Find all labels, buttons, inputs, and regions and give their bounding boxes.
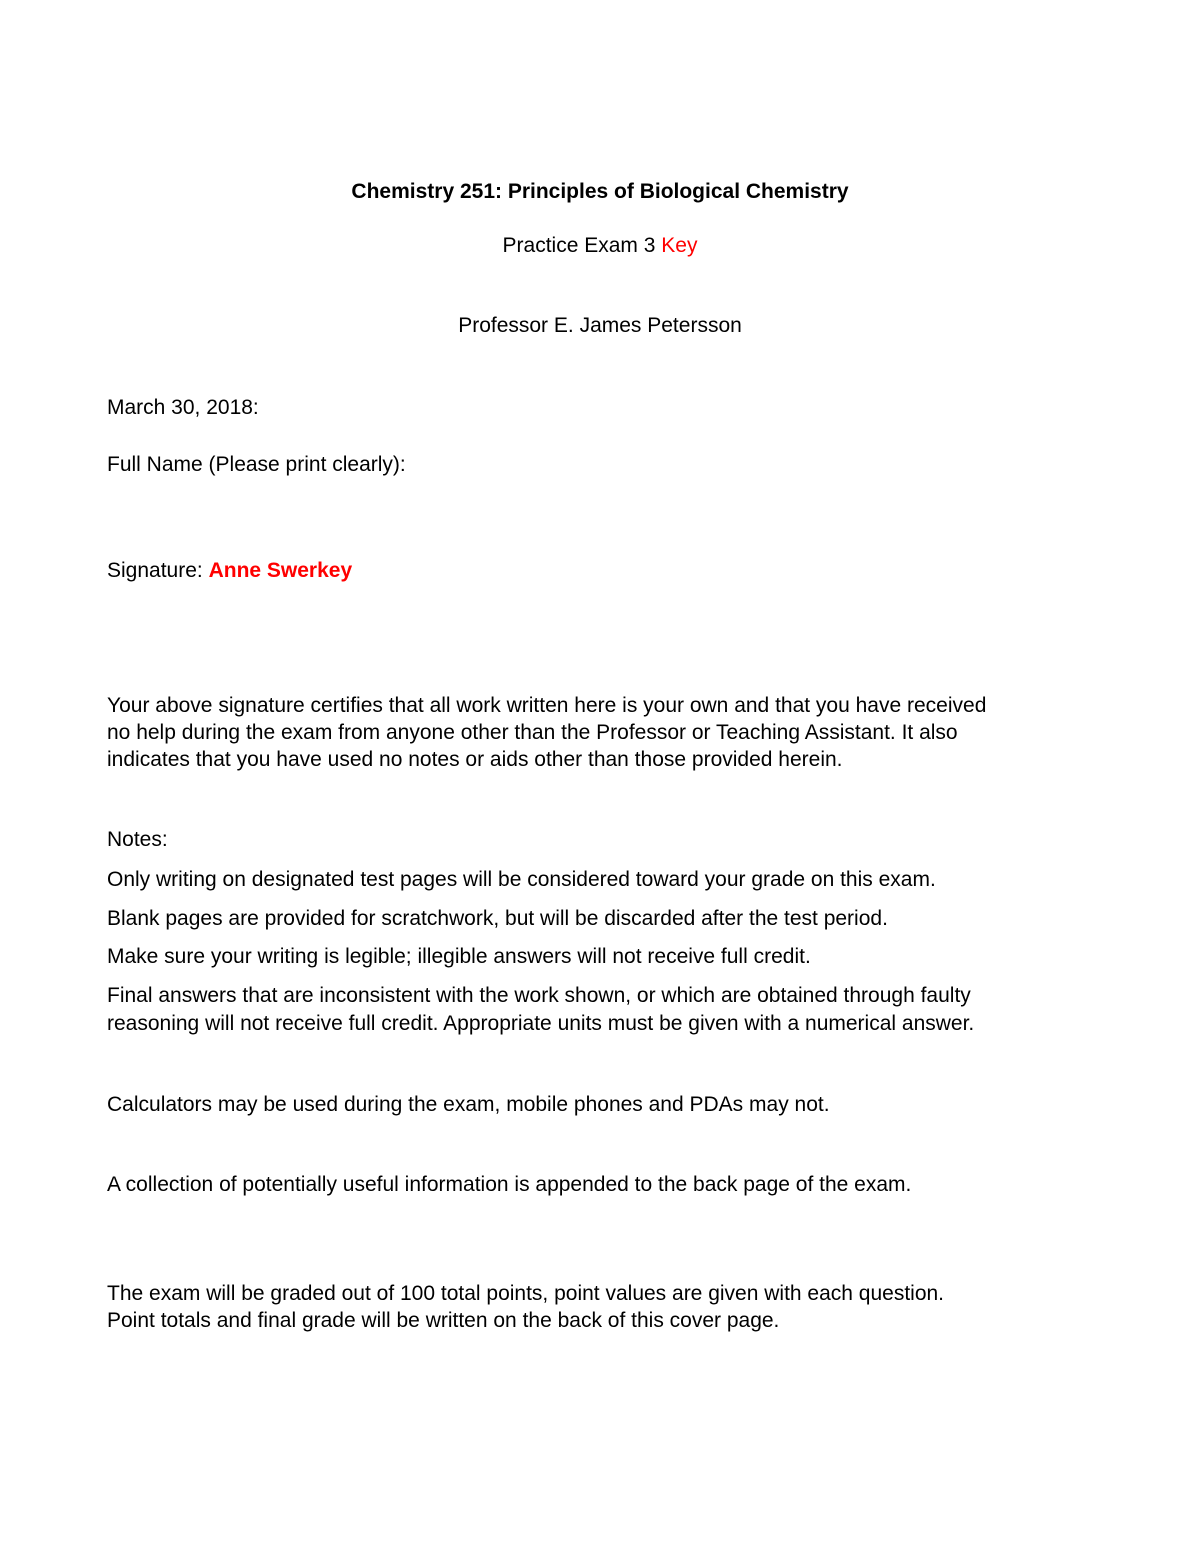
course-title: Chemistry 251: Principles of Biological Chemistry [351, 180, 849, 203]
certification-line-3: indicates that you have used no notes or aids other than those provided herein. [107, 748, 843, 771]
grading-line-1: The exam will be graded out of 100 total points, point values are given with each question. [107, 1282, 945, 1305]
exam-label: Practice Exam 3 [502, 234, 656, 257]
note-item: Final answers that are inconsistent with the work shown, or which are obtained through faulty [107, 984, 971, 1007]
certification-line-1: Your above signature certifies that all work written here is your own and that you have received [107, 694, 987, 717]
signature-label: Signature: [107, 559, 203, 582]
note-item: Only writing on designated test pages will be considered toward your grade on this exam. [107, 868, 936, 891]
exam-title [0, 233, 1200, 259]
exam-date: March 30, 2018: [107, 396, 259, 419]
note-item: Make sure your writing is legible; illegible answers will not receive full credit. [107, 945, 811, 968]
calculator-policy: Calculators may be used during the exam, mobile phones and PDAs may not. [107, 1093, 830, 1116]
note-item: Blank pages are provided for scratchwork, but will be discarded after the test period. [107, 907, 888, 930]
grading-line-2: Point totals and final grade will be written on the back of this cover page. [107, 1309, 780, 1332]
full-name-label: Full Name (Please print clearly): [107, 453, 406, 476]
appendix-note: A collection of potentially useful information is appended to the back page of the exam. [107, 1173, 912, 1196]
signature-line [107, 558, 352, 584]
professor-name: Professor E. James Petersson [458, 314, 742, 337]
key-label: Key [661, 234, 698, 257]
signature-value: Anne Swerkey [208, 559, 353, 582]
certification-line-2: no help during the exam from anyone other than the Professor or Teaching Assistant. It also [107, 721, 958, 744]
notes-heading: Notes: [107, 828, 168, 851]
note-item: reasoning will not receive full credit. Appropriate units must be given with a numerical answer. [107, 1012, 975, 1035]
